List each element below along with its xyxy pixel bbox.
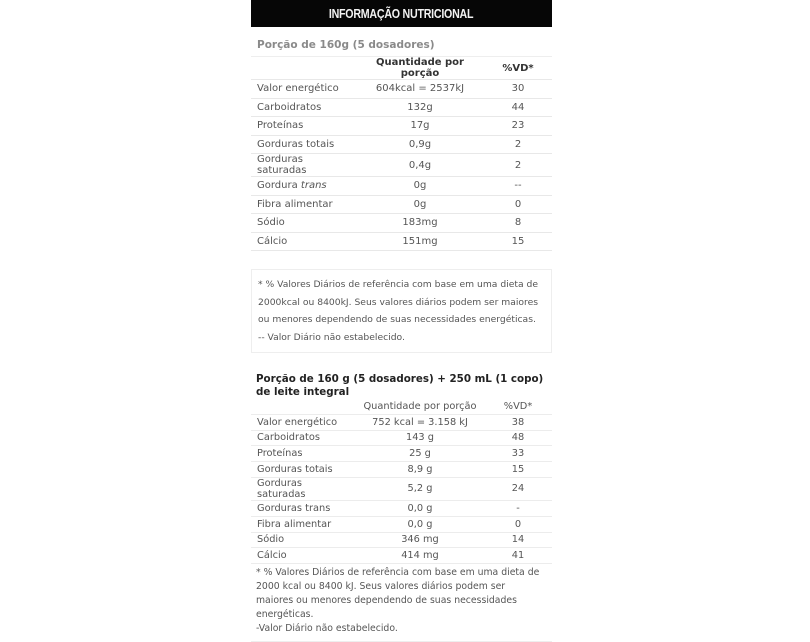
column-quantity: Quantidade por porção [356, 399, 484, 414]
table-row: Gorduras saturadas 5,2 g 24 [251, 477, 552, 500]
portion-label-2: Porção de 160 g (5 dosadores) + 250 mL (1 copo) de leite integral [256, 373, 544, 398]
nutrition-table-1 [251, 57, 552, 251]
nutrition-facts [251, 0, 552, 642]
table-row: Carboidratos 132g 44 [251, 98, 552, 117]
table-row: Proteínas 25 g 33 [251, 446, 552, 462]
table-row: Fibra alimentar 0,0 g 0 [251, 516, 552, 532]
table-row: Valor energético 752 kcal = 3.158 kJ 38 [251, 414, 552, 430]
portion-label-1: Porção de 160g (5 dosadores) [251, 31, 552, 57]
table-row: Gordura trans 0g -- [251, 177, 552, 196]
column-quantity: Quantidade por porção [356, 57, 484, 80]
table-row: Cálcio 414 mg 41 [251, 548, 552, 564]
table-row: Sódio 183mg 8 [251, 214, 552, 233]
column-vd: %VD* [484, 399, 552, 414]
table-row: Carboidratos 143 g 48 [251, 430, 552, 446]
table-row: Fibra alimentar 0g 0 [251, 195, 552, 214]
nutrition-table-2 [251, 399, 552, 564]
table-row: Proteínas 17g 23 [251, 117, 552, 136]
table-row: Gorduras trans 0,0 g - [251, 500, 552, 516]
table-header [251, 57, 552, 80]
footnote-2: * % Valores Diários de referência com base em uma dieta de 2000 kcal ou 8400 kJ. Seus valores diários podem ser maiores ou menores dependendo de suas necessidades energéticas. -Valor Diário não estabelecido. [251, 564, 552, 642]
title-bar [251, 0, 552, 27]
table-row: Valor energético 604kcal = 2537kJ 30 [251, 80, 552, 99]
table-row: Cálcio 151mg 15 [251, 232, 552, 251]
footnote-1: * % Valores Diários de referência com base em uma dieta de 2000kcal ou 8400kJ. Seus valores diários podem ser maiores ou menores dependendo de suas necessidades energéticas. -- Valor Diário não estabelecido. [251, 269, 552, 353]
table-header [251, 399, 552, 414]
table-row: Gorduras saturadas 0,4g 2 [251, 154, 552, 177]
table-row: Gorduras totais 0,9g 2 [251, 135, 552, 154]
column-vd: %VD* [484, 57, 552, 80]
table-row: Sódio 346 mg 14 [251, 532, 552, 548]
page-title: INFORMAÇÃO NUTRICIONAL [329, 6, 474, 21]
table-row: Gorduras totais 8,9 g 15 [251, 462, 552, 478]
